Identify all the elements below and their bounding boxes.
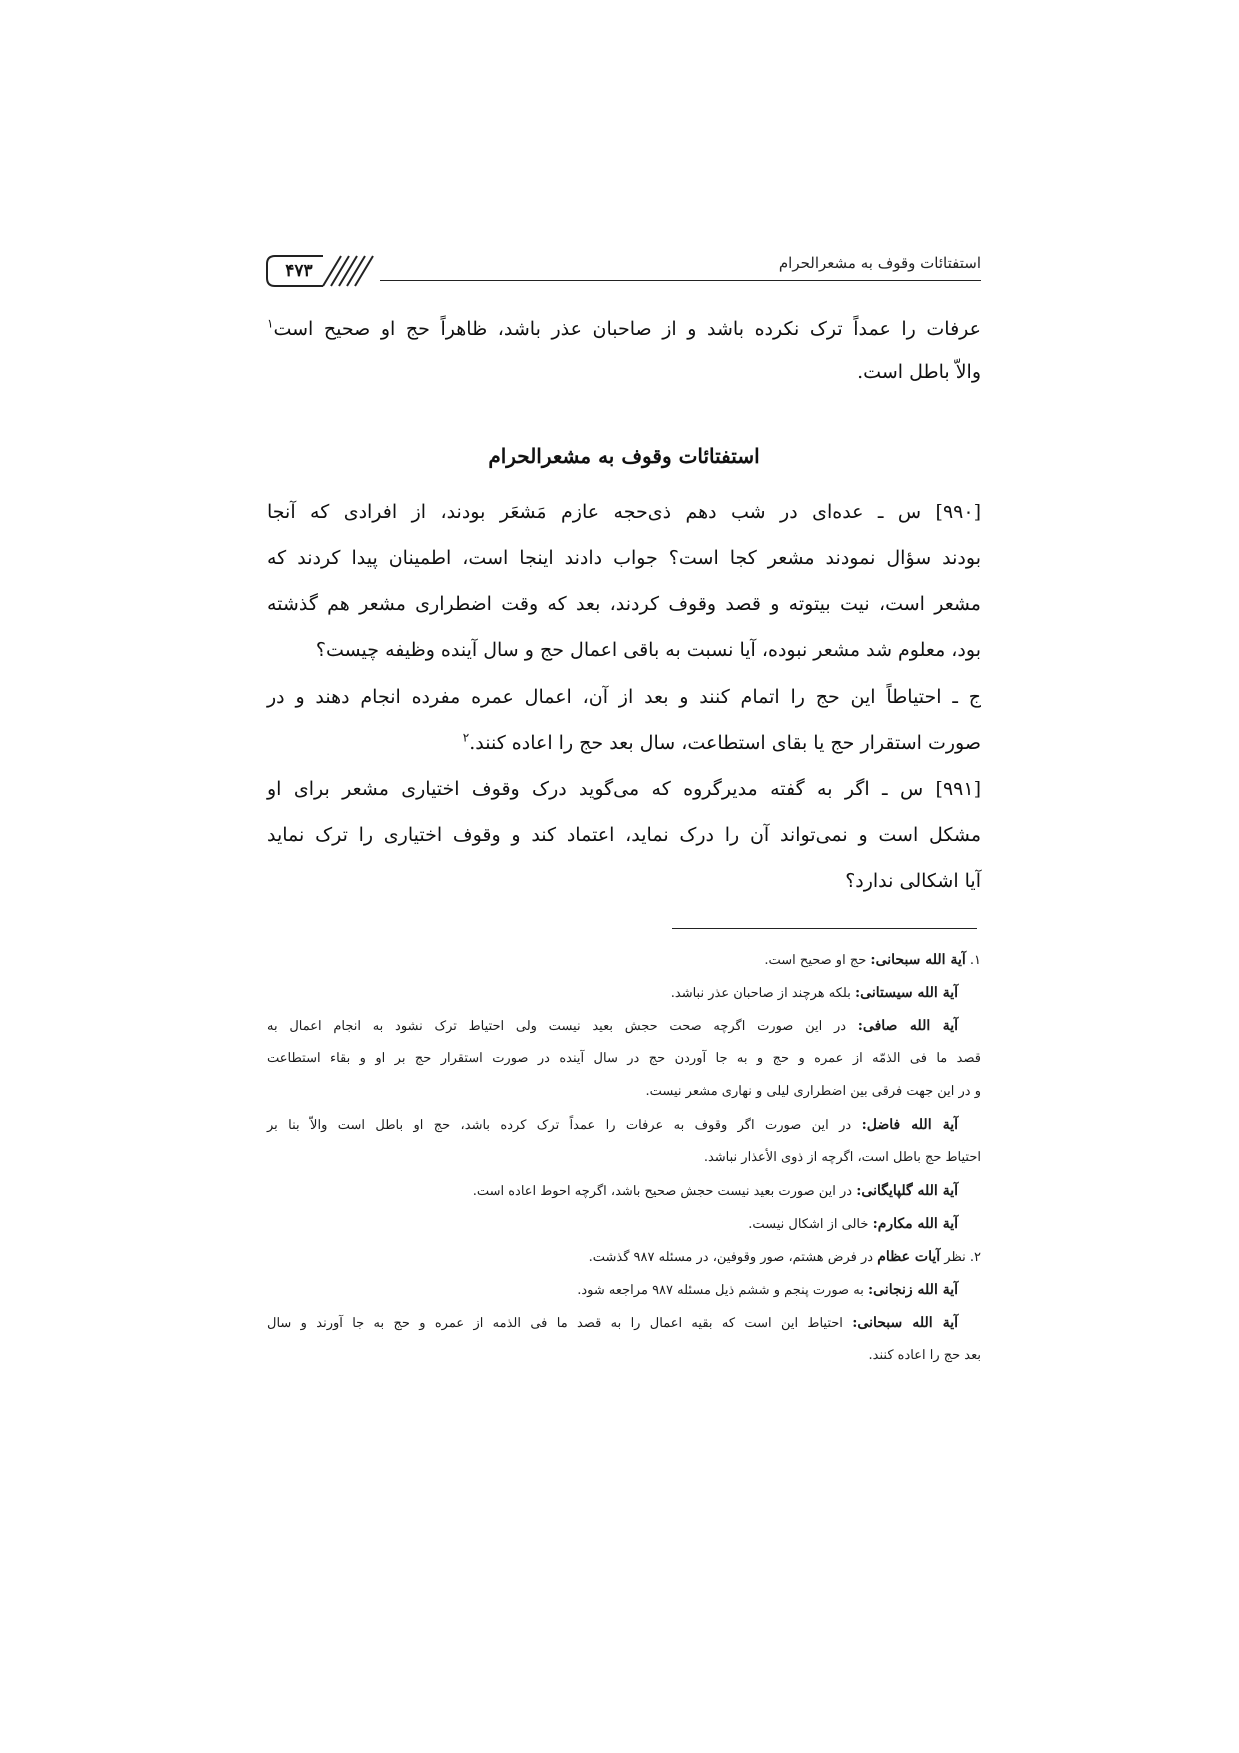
a990-line-2-text: صورت استقرار حج یا بقای استطاعت، سال بعد حج را اعاده کنند. xyxy=(469,732,981,754)
footnote-1-sistani-name: آیة الله سیستانی: xyxy=(854,985,958,1001)
q991-line-2: مشکل است و نمی‌تواند آن را درک نماید، اعتماد کند و وقوف اختیاری را ترک نماید xyxy=(267,824,981,846)
continuation-line-2: والاّ باطل است. xyxy=(857,361,981,383)
footnote-2-sobhani xyxy=(267,1314,958,1333)
footnote-1-sistani xyxy=(267,984,958,1003)
footnote-1-fazel xyxy=(267,1116,958,1135)
continuation-line-1-text: عرفات را عمداً ترک نکرده باشد و از صاحبان عذر باشد، ظاهراً حج او صحیح است xyxy=(273,318,981,340)
footnote-2-zanjani-text: به صورت پنجم و ششم ذیل مسئله ۹۸۷ مراجعه شود. xyxy=(577,1283,864,1298)
footnote-rule xyxy=(672,928,977,929)
footnote-1-prefix: ۱. xyxy=(969,953,981,968)
footnote-2-sobhani-name: آیة الله سبحانی: xyxy=(852,1315,958,1331)
footnote-1-safi xyxy=(267,1017,958,1036)
footnote-1-fazel-text: در این صورت اگر وقوف به عرفات را عمداً ترک کرده باشد، حج او باطل است والاّ بنا بر xyxy=(267,1118,852,1133)
footnote-2-zanjani xyxy=(267,1281,958,1300)
footnote-1-sobhani xyxy=(267,951,981,970)
page-number-box xyxy=(265,254,375,288)
footnote-2-ayat xyxy=(267,1248,981,1267)
running-header-title: استفتائات وقوف به مشعرالحرام xyxy=(778,254,981,272)
footnote-1-makarem-text: خالی از اشکال نیست. xyxy=(748,1217,869,1232)
footnote-2-sobhani-line-2: بعد حج را اعاده کنند. xyxy=(868,1348,981,1363)
footnote-ref-1: ۱ xyxy=(267,316,274,331)
footnote-1-golpaygani-name: آیة الله گلپایگانی: xyxy=(856,1183,958,1199)
footnote-1-safi-line-2: قصد ما فی الذمّه از عمره و حج و به جا آوردن حج در سال آینده در صورت استقرار حج بر او و بقاء استطاعت xyxy=(267,1051,981,1066)
footnote-1-makarem-name: آیة الله مکارم: xyxy=(872,1216,958,1232)
footnote-1-safi-line-3: و در این جهت فرقی بین اضطراری لیلی و نهاری مشعر نیست. xyxy=(645,1084,981,1099)
page-number: ۴۷۳ xyxy=(285,261,313,281)
footnote-1-safi-text: در این صورت اگرچه صحت حجش بعید نیست ولی احتیاط ترک نشود به انجام اعمال به xyxy=(267,1019,847,1034)
q990-line-2: بودند سؤال نمودند مشعر کجا است؟ جواب دادند اینجا است، اطمینان پیدا کردند که xyxy=(267,547,981,569)
footnote-1-makarem xyxy=(267,1215,958,1234)
a990-line-1: ج ـ احتیاطاً این حج را اتمام کنند و بعد از آن، اعمال عمره مفرده انجام دهند و در xyxy=(267,686,981,708)
section-title: استفتائات وقوف به مشعرالحرام xyxy=(488,444,760,468)
q991-line-1: [۹۹۱] س ـ اگر به گفته مدیرگروه که می‌گوید درک وقوف اختیاری مشعر برای او xyxy=(267,778,981,800)
q990-line-1: [۹۹۰] س ـ عده‌ای در شب دهم ذی‌حجه عازم مَشعَر بودند، از افرادی که آنجا xyxy=(267,501,981,523)
q990-line-4: بود، معلوم شد مشعر نبوده، آیا نسبت به باقی اعمال حج و سال آینده وظیفه چیست؟ xyxy=(315,639,981,661)
footnote-1-sobhani-text: حج او صحیح است. xyxy=(764,953,867,968)
footnote-2-ayat-text: در فرض هشتم، صور وقوفین، در مسئله ۹۸۷ گذشت. xyxy=(588,1250,874,1265)
footnote-ref-2: ۲ xyxy=(462,730,470,745)
footnote-2-zanjani-name: آیة الله زنجانی: xyxy=(867,1282,958,1298)
a990-line-2 xyxy=(267,731,981,755)
footnote-1-golpaygani-text: در این صورت بعید نیست حجش صحیح باشد، اگرچه احوط اعاده است. xyxy=(472,1184,853,1199)
footnote-1-fazel-name: آیة الله فاضل: xyxy=(861,1117,958,1133)
q990-line-3: مشعر است، نیت بیتوته و قصد وقوف کردند، بعد که وقت اضطراری مشعر هم گذشته xyxy=(267,593,981,615)
footnote-1-sistani-text: بلکه هرچند از صاحبان عذر نباشد. xyxy=(670,986,851,1001)
q991-line-3: آیا اشکالی ندارد؟ xyxy=(845,870,981,892)
footnote-2-sobhani-text: احتیاط این است که بقیه اعمال را به قصد ما فی الذمه از عمره و حج به جا آورند و سال xyxy=(267,1316,843,1331)
footnote-1-sobhani-name: آیة الله سبحانی: xyxy=(870,952,966,968)
footnote-1-golpaygani xyxy=(267,1182,958,1201)
continuation-line-1 xyxy=(267,317,981,341)
footnote-2-ayat-name: آیات عظام xyxy=(877,1249,941,1265)
header-rule xyxy=(380,280,981,281)
footnote-2-prefix: ۲. نظر xyxy=(944,1250,981,1265)
footnote-1-fazel-line-2: احتیاط حج باطل است، اگرچه از ذوی الأعذار نباشد. xyxy=(703,1150,981,1165)
footnote-1-safi-name: آیة الله صافی: xyxy=(857,1018,958,1034)
